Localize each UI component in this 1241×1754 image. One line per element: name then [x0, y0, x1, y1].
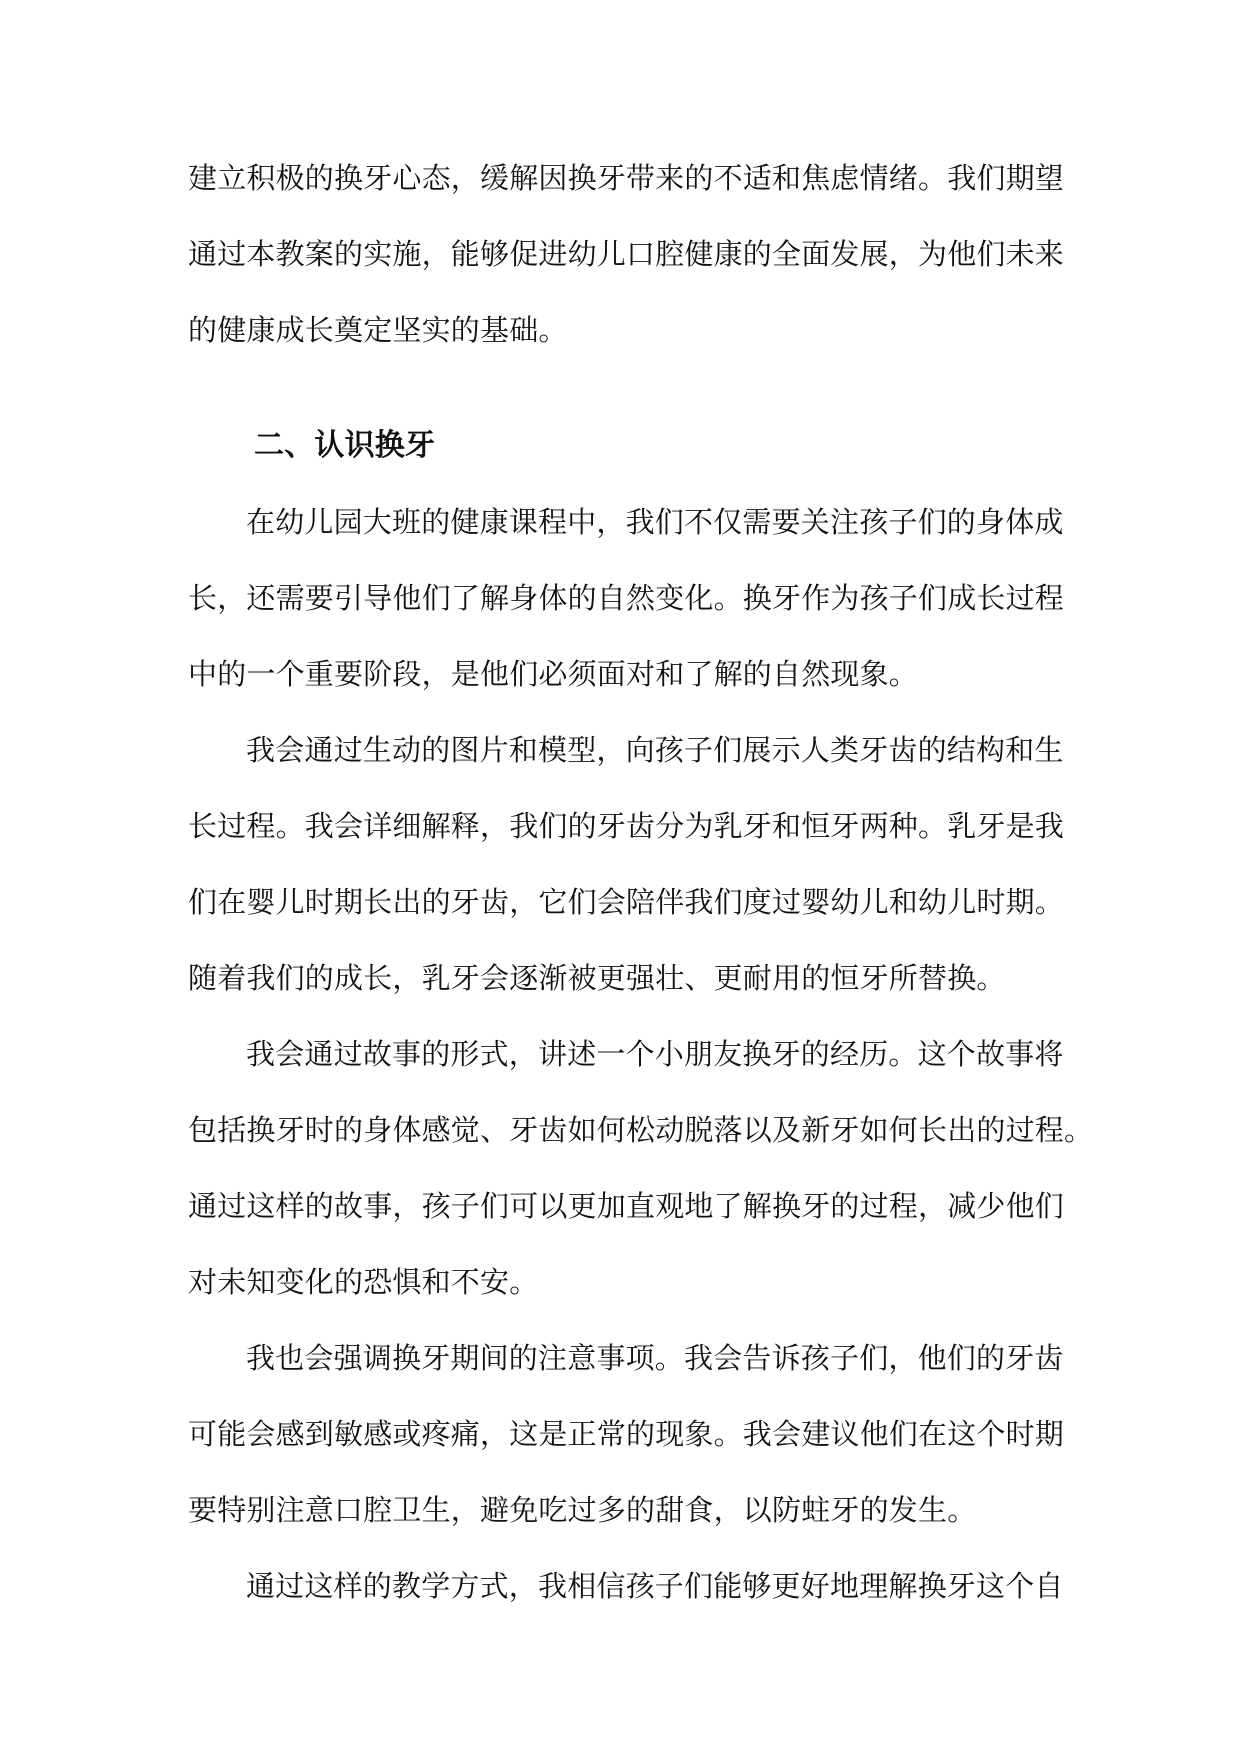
text-line: 我也会强调换牙期间的注意事项。我会告诉孩子们，他们的牙齿 [246, 1341, 1064, 1375]
text-line: 随着我们的成长，乳牙会逐渐被更强壮、更耐用的恒牙所替换。 [188, 961, 1006, 995]
paragraph-1 [188, 484, 1065, 712]
text-line: 长，还需要引导他们了解身体的自然变化。换牙作为孩子们成长过程 [188, 581, 1065, 615]
text-line: 们在婴儿时期长出的牙齿，它们会陪伴我们度过婴幼儿和幼儿时期。 [188, 885, 1065, 919]
text-line: 包括换牙时的身体感觉、牙齿如何松动脱落以及新牙如何长出的过程。 [188, 1113, 1094, 1147]
text-line: 通过这样的故事，孩子们可以更加直观地了解换牙的过程，减少他们 [188, 1189, 1065, 1223]
section-heading: 二、认识换牙 [254, 428, 436, 463]
text-line: 长过程。我会详细解释，我们的牙齿分为乳牙和恒牙两种。乳牙是我 [188, 809, 1065, 843]
text-line: 的健康成长奠定坚实的基础。 [188, 313, 568, 347]
text-line: 对未知变化的恐惧和不安。 [188, 1265, 539, 1299]
intro-paragraph [188, 140, 1065, 368]
paragraph-3 [188, 1016, 1094, 1320]
text-line: 我会通过生动的图片和模型，向孩子们展示人类牙齿的结构和生 [246, 733, 1064, 767]
text-line: 建立积极的换牙心态，缓解因换牙带来的不适和焦虑情绪。我们期望 [188, 161, 1065, 195]
text-line: 我会通过故事的形式，讲述一个小朋友换牙的经历。这个故事将 [246, 1037, 1064, 1071]
text-line: 通过这样的教学方式，我相信孩子们能够更好地理解换牙这个自 [246, 1569, 1064, 1603]
text-line: 要特别注意口腔卫生，避免吃过多的甜食，以防蛀牙的发生。 [188, 1493, 977, 1527]
paragraph-4 [188, 1320, 1065, 1548]
paragraph-2 [188, 712, 1065, 1016]
paragraph-5 [188, 1548, 1064, 1624]
text-line: 通过本教案的实施，能够促进幼儿口腔健康的全面发展，为他们未来 [188, 237, 1065, 271]
text-line: 可能会感到敏感或疼痛，这是正常的现象。我会建议他们在这个时期 [188, 1417, 1065, 1451]
text-line: 中的一个重要阶段，是他们必须面对和了解的自然现象。 [188, 657, 919, 691]
document-body [188, 140, 1094, 1624]
text-line: 在幼儿园大班的健康课程中，我们不仅需要关注孩子们的身体成 [246, 505, 1064, 539]
